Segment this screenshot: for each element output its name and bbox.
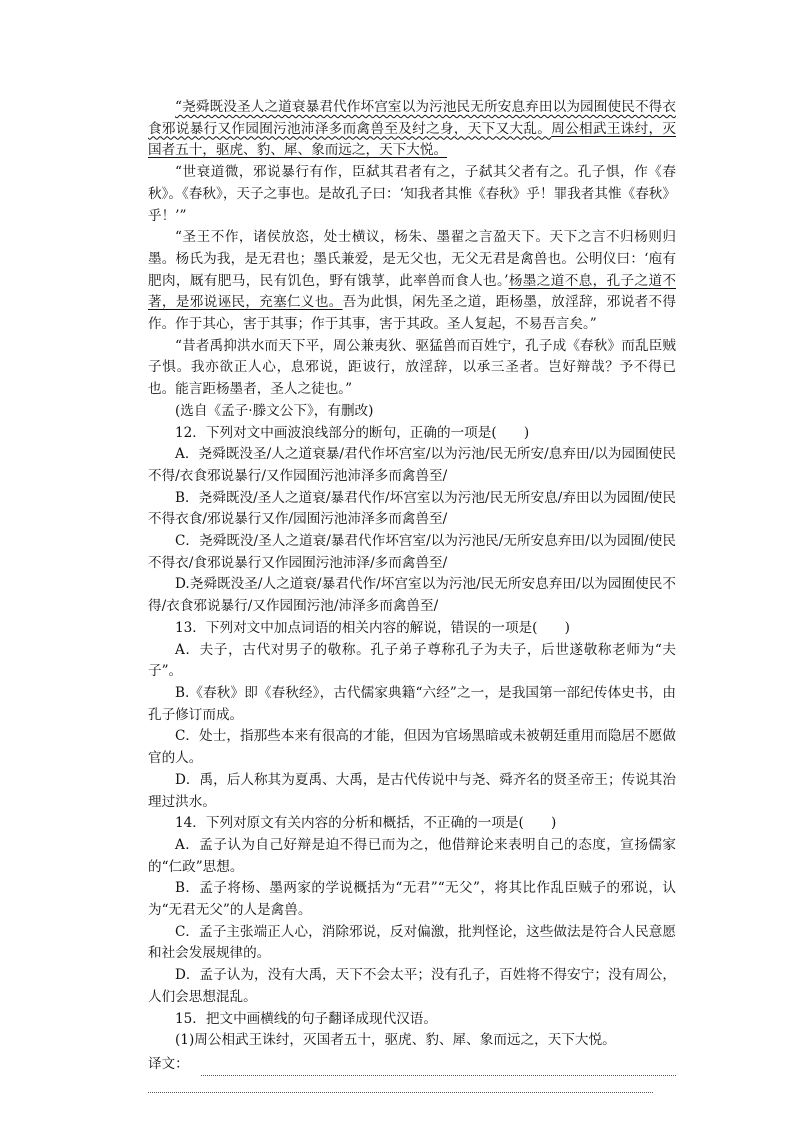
passage-paragraph-3 — [148, 227, 676, 336]
translation-label: 译文： — [148, 1055, 189, 1072]
question-12-stem: 12．下列对文中画波浪线部分的断句，正确的一项是( ) — [175, 424, 530, 441]
question-13-option-d: D．禹，后人称其为夏禹、大禹，是古代传说中与尧、舜齐名的贤圣帝王；传说其治理过洪水。 — [148, 771, 676, 810]
question-13-option-c: C．处士，指那些本来有很高的才能，但因为官场黑暗或未被朝廷重用而隐居不愿做官的人。 — [148, 728, 676, 767]
translation-answer-line-2[interactable] — [148, 1078, 653, 1093]
question-12-option-c: C．尧舜既没/圣人之道衰/暴君代作坏宫室/以为污池民/无所安息弃田/以为园囿/使民不得衣/食邪说暴行又作园囿污池沛泽/多而禽兽至/ — [148, 533, 676, 571]
question-13-stem: 13．下列对文中加点词语的相关内容的解说，错误的一项是( ) — [175, 619, 570, 636]
question-14-stem: 14．下列对原文有关内容的分析和概括，不正确的一项是( ) — [175, 815, 557, 832]
page-content — [148, 97, 676, 1093]
passage-paragraph-4: “昔者禹抑洪水而天下平，周公兼夷狄、驱猛兽而百姓宁，孔子成《春秋》而乱臣贼子惧。我亦欲正人心，息邪说，距诐行，放淫辞，以承三圣者。岂好辩哉？予不得已也。能言距杨墨者，圣人之徒也。” — [148, 337, 676, 398]
passage-paragraph-3-part-c: 吾为此惧，闲先圣之道，距杨墨，放淫辞，邪说者不得作。作于其心，害于其事；作于其事，害于其政。圣人复起，不易吾言矣。” — [148, 294, 676, 333]
passage-paragraph-1 — [148, 97, 676, 162]
passage-source: (选自《孟子·滕文公下》，有删改) — [175, 402, 374, 419]
question-13-option-b: B.《春秋》即《春秋经》，古代儒家典籍“六经”之一，是我国第一部纪传体史书，由孔子修订而成。 — [148, 684, 676, 723]
question-14-option-c: C．孟子主张端正人心，消除邪说，反对偏激，批判怪论，这些做法是符合人民意愿和社会发展规律的。 — [148, 923, 676, 962]
translation-answer-row — [148, 1054, 676, 1076]
wavy-line-passage: “尧舜既没圣人之道衰暴君代作坏宫室以为污池民无所安息弃田以为园囿使民不得衣食邪说暴行又作园囿污池沛泽多而禽兽至及纣之身，天下又大乱。 — [148, 99, 676, 137]
question-12-option-b: B．尧舜既没/圣人之道衰/暴君代作/坏宫室以为污池/民无所安息/弃田以为园囿/使民不得衣食/邪说暴行又作/园囿污池沛泽多而禽兽至/ — [148, 489, 676, 528]
question-12-option-d: D.尧舜既没圣/人之道衰/暴君代作/坏宫室以为污池/民无所安息弃田/以为园囿使民不得/衣食邪说暴行/又作园囿污池/沛泽多而禽兽至/ — [148, 576, 676, 615]
question-15-item-1: (1)周公相武王诛纣，灭国者五十，驱虎、豹、犀、象而远之，天下大悦。 — [175, 1032, 616, 1049]
question-12-option-a: A．尧舜既没圣/人之道衰暴/君代作坏宫室/以为污池/民无所安/息弃田/以为园囿使民不得/衣食邪说暴行/又作园囿污池沛泽多而禽兽至/ — [148, 446, 676, 484]
underlined-sentence-1: 周公相武王诛纣，灭国者五十，驱虎、豹、犀、象而远之，天下大悦。 — [148, 120, 677, 159]
passage-paragraph-2: “世衰道微，邪说暴行有作，臣弑其君者有之，子弑其父者有之。孔子惧，作《春秋》。《春秋》，天子之事也。是故孔子曰：‘知我者其惟《春秋》乎！罪我者其惟《春秋》乎！’” — [148, 164, 676, 224]
question-14-option-a: A．孟子认为自己好辩是迫不得已而为之，他借辩论来表明自己的态度，宣扬儒家的“仁政”思想。 — [148, 836, 676, 875]
underlined-sentence-2: 杨墨之道不息，孔子之道不著，是邪说诬民，充塞仁义也。 — [148, 272, 676, 311]
question-14-option-d: D．孟子认为，没有大禹，天下不会太平；没有孔子，百姓将不得安宁；没有周公，人们会思想混乱。 — [148, 967, 676, 1005]
question-15-stem: 15．把文中画横线的句子翻译成现代汉语。 — [175, 1010, 437, 1027]
question-13-option-a: A．夫子，古代对男子的敬称。孔子弟子尊称孔子为夫子，后世遂敬称老师为“夫子”。 — [148, 641, 676, 680]
translation-answer-line-1[interactable] — [201, 1061, 676, 1076]
passage-paragraph-3-part-a: “圣王不作，诸侯放恣，处士横议，杨朱、墨翟之言盈天下。天下之言不归杨则归墨。杨氏为我，是无君也；墨氏兼爱，是无父也，无父无君是禽兽也。公明仪曰：‘庖有肥肉，厩有肥马，民有饥色，野有饿莩，此率兽而食人也。’ — [148, 229, 676, 289]
question-14-option-b: B．孟子将杨、墨两家的学说概括为“无君”“无父”，将其比作乱臣贼子的邪说，认为“无君无父”的人是禽兽。 — [148, 880, 676, 919]
